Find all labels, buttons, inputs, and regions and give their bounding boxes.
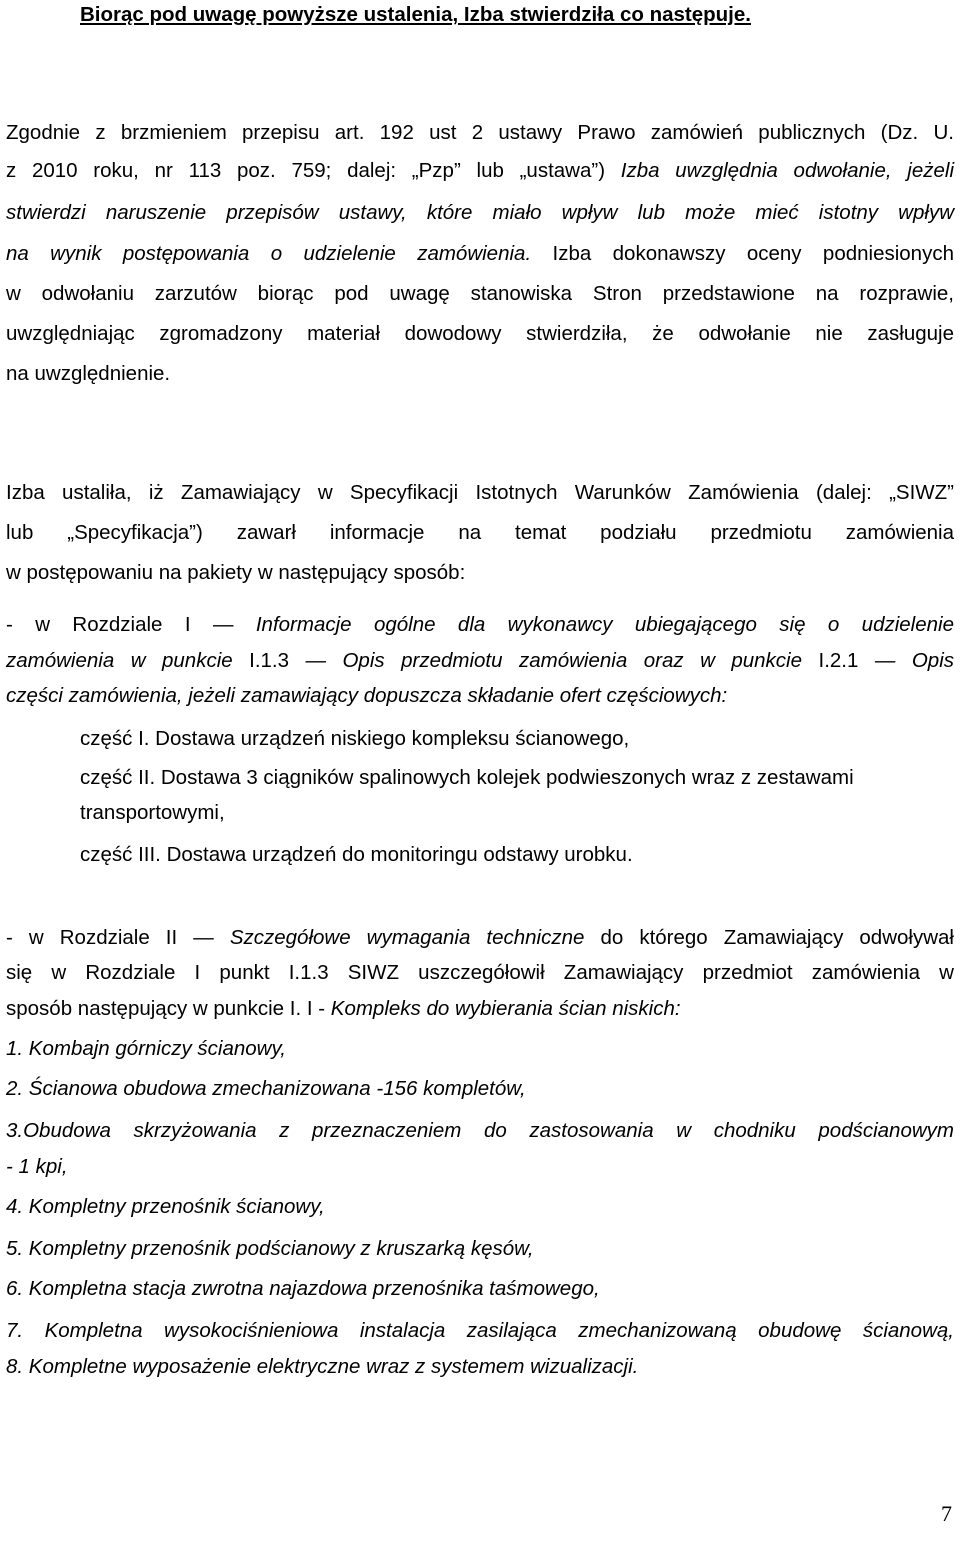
p4-line1-plain: - w Rozdziale II —	[6, 926, 230, 949]
list-item: 6. Kompletna stacja zwrotna najazdowa przenośnika taśmowego,	[6, 1277, 600, 1300]
section-heading: Biorąc pod uwagę powyższe ustalenia, Izba stwierdziła co następuje.	[80, 3, 751, 26]
p4-line2: się w Rozdziale I punkt I.1.3 SIWZ uszczegółowił Zamawiający przedmiot zamówienia w	[6, 961, 954, 984]
p1-line2-italic: Izba uwzględnia odwołanie, jeżeli	[620, 159, 954, 182]
p1-line5: w odwołaniu zarzutów biorąc pod uwagę stanowiska Stron przedstawione na rozprawie,	[6, 282, 954, 305]
p1-line6: uwzględniając zgromadzony materiał dowodowy stwierdziła, że odwołanie nie zasługuje	[6, 322, 954, 345]
p3-line2	[6, 648, 954, 674]
p4-line3-plain: sposób następujący w punkcie I. I -	[6, 997, 331, 1020]
list-item-continued: - 1 kpi,	[6, 1155, 68, 1178]
part-item-continued: transportowymi,	[80, 801, 225, 824]
p4-line3-italic: Kompleks do wybierania ścian niskich:	[330, 997, 681, 1020]
p1-line2-plain: z 2010 roku, nr 113 poz. 759; dalej: „Pzp” lub „ustawa”)	[6, 159, 621, 182]
p2-line2: lub „Specyfikacja”) zawarł informacje na temat podziału przedmiotu zamówienia	[6, 521, 954, 544]
p1-line7: na uwzględnienie.	[6, 362, 171, 385]
list-item: 7. Kompletna wysokociśnieniowa instalacja zasilająca zmechanizowaną obudowę ścianową,	[6, 1319, 954, 1342]
list-item: 1. Kombajn górniczy ścianowy,	[6, 1037, 286, 1060]
list-item: 2. Ścianowa obudowa zmechanizowana -156 kompletów,	[6, 1077, 526, 1100]
list-item: 4. Kompletny przenośnik ścianowy,	[6, 1195, 325, 1218]
p1-line1: Zgodnie z brzmieniem przepisu art. 192 ust 2 ustawy Prawo zamówień publicznych (Dz. U.	[6, 121, 954, 144]
p3-line2-b: I.1.3	[249, 649, 290, 672]
p4-line1-plain2: do którego Zamawiający odwoływał	[584, 926, 954, 949]
p4-line1-italic: Szczegółowe wymagania techniczne	[229, 926, 585, 949]
list-item: 5. Kompletny przenośnik podścianowy z kruszarką kęsów,	[6, 1237, 534, 1260]
p1-line4-plain: Izba dokonawszy oceny podniesionych	[531, 242, 954, 265]
p1-line4-italic: na wynik postępowania o udzielenie zamówienia.	[6, 242, 532, 265]
p4-line3	[6, 996, 954, 1022]
p1-line2	[6, 158, 954, 184]
p3-line2-c: — Opis przedmiotu zamówienia oraz w punkcie	[289, 649, 819, 672]
p3-line1-italic: Informacje ogólne dla wykonawcy ubiegającego się o udzielenie	[255, 613, 954, 636]
p2-line3: w postępowaniu na pakiety w następujący sposób:	[6, 561, 466, 584]
list-item: 3.Obudowa skrzyżowania z przeznaczeniem do zastosowania w chodniku podścianowym	[6, 1119, 954, 1142]
p3-line2-a: zamówienia w punkcie	[6, 649, 250, 672]
p3-line3: części zamówienia, jeżeli zamawiający dopuszcza składanie ofert częściowych:	[6, 684, 728, 707]
p4-line1	[6, 925, 954, 951]
part-item: część I. Dostawa urządzeń niskiego kompleksu ścianowego,	[80, 727, 630, 750]
page-number: 7	[941, 1501, 952, 1526]
p1-line4	[6, 241, 954, 267]
p3-line2-e: — Opis	[858, 649, 954, 672]
list-item: 8. Kompletne wyposażenie elektryczne wraz z systemem wizualizacji.	[6, 1355, 639, 1378]
p3-line1	[6, 612, 954, 638]
p3-line1-plain: - w Rozdziale I —	[6, 613, 256, 636]
part-item: część II. Dostawa 3 ciągników spalinowych kolejek podwieszonych wraz z zestawami	[80, 766, 854, 789]
part-item: część III. Dostawa urządzeń do monitoringu odstawy urobku.	[80, 843, 633, 866]
p3-line2-d: I.2.1	[818, 649, 859, 672]
p2-line1: Izba ustaliła, iż Zamawiający w Specyfikacji Istotnych Warunków Zamówienia (dalej: „SIWZ”	[6, 481, 954, 504]
p1-line3: stwierdzi naruszenie przepisów ustawy, które miało wpływ lub może mieć istotny wpływ	[6, 201, 954, 224]
